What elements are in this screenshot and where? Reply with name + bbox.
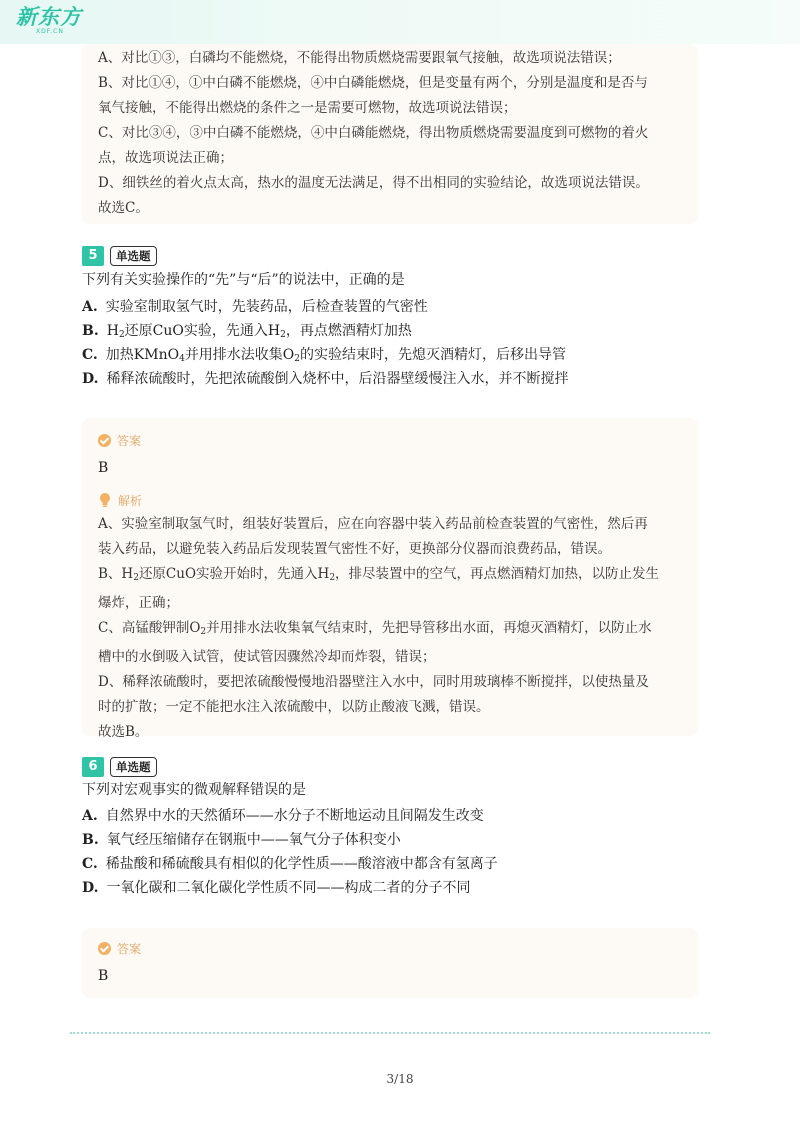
- option-d[interactable]: [82, 367, 569, 391]
- option-text: 稀盐酸和稀硫酸具有相似的化学性质——酸溶液中都含有氢离子: [105, 856, 498, 872]
- q5-answer-card: [82, 418, 698, 740]
- option-letter: A.: [82, 808, 98, 824]
- answer-value: B: [98, 968, 109, 984]
- option-letter: C.: [82, 856, 98, 872]
- explanation-line: 点，故选项说法正确；: [98, 150, 233, 166]
- option-letter: D.: [82, 880, 99, 896]
- q6-answer-card: [82, 928, 698, 998]
- page-header: [0, 0, 800, 44]
- option-letter: A.: [82, 299, 98, 315]
- option-d[interactable]: [82, 876, 471, 900]
- explanation-line: C、对比③④，③中白磷不能燃烧，④中白磷能燃烧，得出物质燃烧需要温度到可燃物的着火: [98, 125, 649, 141]
- option-c[interactable]: [82, 852, 498, 876]
- analysis-line: 爆炸，正确；: [98, 595, 179, 611]
- option-b[interactable]: [82, 828, 401, 852]
- option-a[interactable]: [82, 295, 428, 319]
- option-letter: B.: [82, 323, 99, 339]
- check-circle-icon: [98, 434, 111, 447]
- question-type-tag: 单选题: [110, 246, 157, 266]
- option-text: 稀释浓硫酸时，先把浓硫酸倒入烧杯中，后沿器壁缓慢注入水，并不断搅拌: [106, 371, 569, 387]
- option-text: $H_2$还原CuO实验，先通入$H_2$，再点燃酒精灯加热: [106, 323, 412, 340]
- question-6-stem: 下列对宏观事实的微观解释错误的是: [82, 782, 306, 798]
- explanation-line: D、细铁丝的着火点太高，热水的温度无法满足，得不出相同的实验结论，故选项说法错误。: [98, 175, 649, 191]
- answer-value: B: [98, 460, 109, 476]
- analysis-line: 槽中的水倒吸入试管，使试管因骤然冷却而炸裂，错误；: [98, 649, 436, 665]
- explanation-line: B、对比①④，①中白磷不能燃烧，④中白磷能燃烧，但是变量有两个，分别是温度和是否与: [98, 75, 648, 91]
- explanation-line: 氧气接触，不能得出燃烧的条件之一是需要可燃物，故选项说法错误；: [98, 100, 517, 116]
- question-type-tag: 单选题: [110, 757, 157, 777]
- analysis-line: 装入药品，以避免装入药品后发现装置气密性不好，更换部分仪器而浪费药品，错误。: [98, 541, 611, 557]
- analysis-line: C、高锰酸钾制$O_2$并用排水法收集氧气结束时，先把导管移出水面，再熄灭酒精灯，以防止水: [98, 620, 652, 637]
- option-text: 自然界中水的天然循环——水分子不断地运动且间隔发生改变: [105, 808, 484, 824]
- lightbulb-icon: [98, 492, 112, 508]
- question-number-badge: 6: [82, 757, 104, 777]
- question-5-header: [82, 245, 157, 267]
- brand-logo: [16, 6, 94, 38]
- option-letter: B.: [82, 832, 99, 848]
- analysis-label: 解析: [98, 490, 698, 510]
- logo-text: 新东方: [16, 5, 82, 29]
- analysis-line: B、$H_2$还原CuO实验开始时，先通入$H_2$，排尽装置中的空气，再点燃酒精灯加热，以防止发生: [98, 566, 660, 583]
- analysis-line: D、稀释浓硫酸时，要把浓硫酸慢慢地沿器壁注入水中，同时用玻璃棒不断搅拌，以使热量及: [98, 674, 649, 690]
- analysis-line: 故选B。: [98, 724, 149, 740]
- option-text: 加热KMnO$_4$并用排水法收集$O_2$的实验结束时，先熄灭酒精灯，后移出导管: [105, 347, 567, 364]
- answer-label: 答案: [98, 430, 698, 450]
- question-number-badge: 5: [82, 246, 104, 266]
- option-letter: D.: [82, 371, 99, 387]
- explanation-line: A、对比①③，白磷均不能燃烧，不能得出物质燃烧需要跟氧气接触，故选项说法错误；: [98, 50, 621, 66]
- question-5-stem: 下列有关实验操作的“先”与“后”的说法中，正确的是: [82, 272, 405, 288]
- footer-divider: [70, 1032, 710, 1034]
- option-a[interactable]: [82, 804, 484, 828]
- explanation-line: 故选C。: [98, 200, 149, 216]
- answer-label: 答案: [98, 938, 698, 958]
- option-text: 实验室制取氢气时，先装药品，后检查装置的气密性: [105, 299, 428, 315]
- analysis-line: A、实验室制取氢气时，组装好装置后，应在向容器中装入药品前检查装置的气密性，然后再: [98, 516, 648, 532]
- logo-subtext: XDF.CN: [36, 28, 64, 35]
- question-6-header: [82, 756, 157, 778]
- analysis-line: 时的扩散；一定不能把水注入浓硫酸中，以防止酸液飞溅，错误。: [98, 699, 490, 715]
- check-circle-icon: [98, 942, 111, 955]
- page-number: 3/18: [386, 1072, 414, 1086]
- option-text: 一氧化碳和二氧化碳化学性质不同——构成二者的分子不同: [106, 880, 471, 896]
- prev-explanation-card: [82, 44, 698, 224]
- option-text: 氧气经压缩储存在钢瓶中——氧气分子体积变小: [106, 832, 401, 848]
- option-letter: C.: [82, 347, 98, 363]
